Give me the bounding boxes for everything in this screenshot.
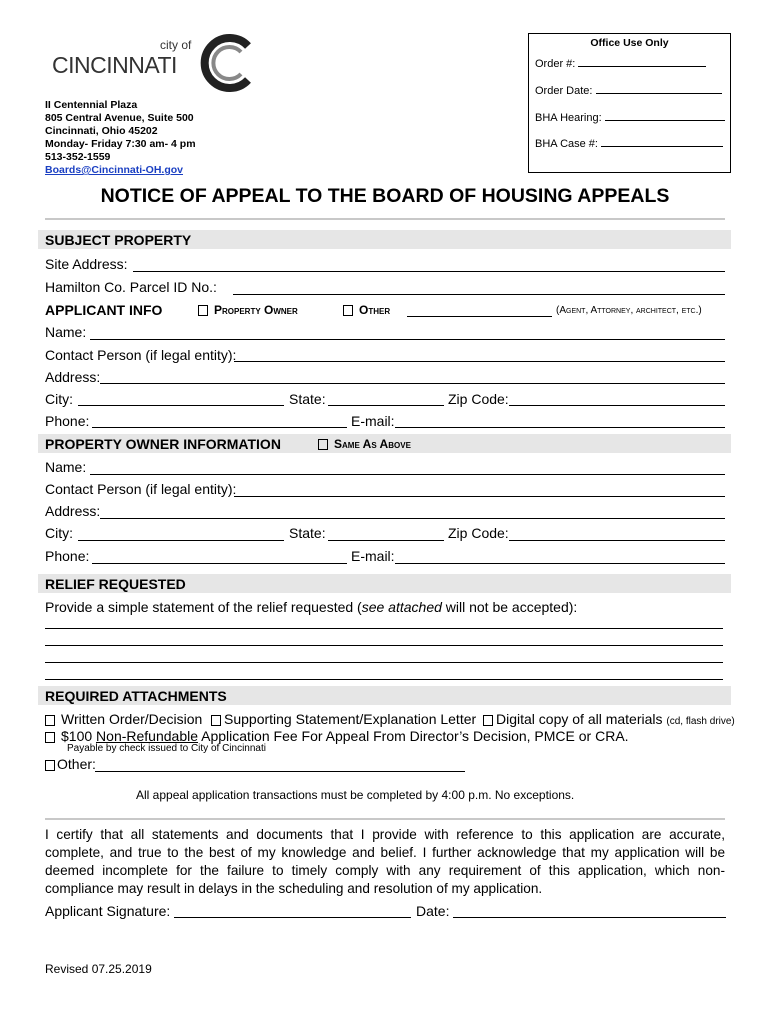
certification-text: I certify that all statements and documents that I provide with reference to this application are accurate, complete, and true to the best of my knowledge and belief. I further acknowledge that my application will be deemed incomplete for the failure to timely comply with any requirement of this application, which non-compliance may result in delays in the scheduling and resolution of my application. xyxy=(45,827,725,896)
bha-case-label: BHA Case #: xyxy=(535,138,598,150)
signature-field[interactable] xyxy=(174,917,411,918)
page-title: NOTICE OF APPEAL TO THE BOARD OF HOUSING APPEALS xyxy=(100,185,670,207)
city-logo xyxy=(50,34,260,94)
other-attachment-item xyxy=(45,756,96,772)
bha-hearing-label: BHA Hearing: xyxy=(535,112,602,124)
order-date-label: Order Date: xyxy=(535,85,593,97)
date-field[interactable] xyxy=(453,917,726,918)
bha-case-field[interactable] xyxy=(601,146,723,147)
other-attachment-label: Other: xyxy=(57,756,96,772)
order-number-label: Order #: xyxy=(535,58,576,70)
relief-requested-header xyxy=(38,574,731,593)
address-line-1: II Centennial Plaza xyxy=(45,99,138,111)
applicant-address-field[interactable] xyxy=(100,383,725,384)
owner-email-label: E-mail: xyxy=(351,548,395,564)
same-as-above-checkbox[interactable] xyxy=(318,439,328,450)
written-order-checkbox[interactable] xyxy=(45,715,55,726)
relief-prompt-text: Provide a simple statement of the relief requested ( xyxy=(45,599,362,615)
required-attachments-heading: REQUIRED ATTACHMENTS xyxy=(45,688,227,704)
written-order-label: Written Order/Decision xyxy=(61,711,203,727)
owner-contact-field[interactable] xyxy=(234,496,725,497)
site-address-label: Site Address: xyxy=(45,256,128,272)
date-label: Date: xyxy=(416,903,450,919)
owner-phone-label: Phone: xyxy=(45,548,90,564)
owner-info-heading: PROPERTY OWNER INFORMATION xyxy=(45,436,281,452)
site-address-field[interactable] xyxy=(133,271,725,272)
required-attachments-header xyxy=(38,686,731,705)
relief-prompt xyxy=(45,599,577,615)
owner-address-label: Address: xyxy=(45,503,101,519)
relief-line-4[interactable] xyxy=(45,679,723,680)
applicant-zip-field[interactable] xyxy=(509,405,725,406)
property-owner-checkbox[interactable] xyxy=(198,305,208,316)
logo-small-text: city of xyxy=(160,38,192,52)
applicant-name-label: Name: xyxy=(45,324,87,340)
address-line-2: 805 Central Avenue, Suite 500 xyxy=(45,112,194,124)
relief-line-1[interactable] xyxy=(45,628,723,629)
applicant-city-label: City: xyxy=(45,391,73,407)
owner-state-label: State: xyxy=(289,525,326,541)
other-checkbox[interactable] xyxy=(343,305,353,316)
fee-amount: $100 xyxy=(61,728,97,744)
office-email-link[interactable]: Boards@Cincinnati-OH.gov xyxy=(45,164,183,176)
fee-checkbox[interactable] xyxy=(45,732,55,743)
relief-requested-heading: RELIEF REQUESTED xyxy=(45,576,186,592)
written-order-item xyxy=(45,711,202,727)
subject-property-heading: SUBJECT PROPERTY xyxy=(45,232,192,248)
parcel-id-field[interactable] xyxy=(233,294,725,295)
applicant-name-field[interactable] xyxy=(90,339,725,340)
order-date-field[interactable] xyxy=(596,93,722,94)
applicant-email-field[interactable] xyxy=(395,427,725,428)
relief-line-2[interactable] xyxy=(45,645,723,646)
owner-zip-label: Zip Code: xyxy=(448,525,509,541)
supporting-statement-item xyxy=(211,711,476,727)
applicant-address-label: Address: xyxy=(45,369,101,385)
certify-divider xyxy=(45,818,725,820)
other-option: Other xyxy=(359,303,391,317)
revision-date: Revised 07.25.2019 xyxy=(45,962,152,976)
title-divider xyxy=(45,218,725,220)
address-line-3: Cincinnati, Ohio 45202 xyxy=(45,125,158,137)
relief-line-3[interactable] xyxy=(45,662,723,663)
applicant-city-field[interactable] xyxy=(78,405,284,406)
supporting-statement-checkbox[interactable] xyxy=(211,715,221,726)
office-address xyxy=(45,99,196,177)
fee-description: Application Fee For Appeal From Director’s Decision, PMCE or CRA. xyxy=(198,728,629,744)
deadline-notice: All appeal application transactions must be completed by 4:00 p.m. No exceptions. xyxy=(136,788,575,802)
office-hours: Monday- Friday 7:30 am- 4 pm xyxy=(45,138,196,150)
relief-prompt-text-end: will not be accepted): xyxy=(441,599,578,615)
applicant-state-field[interactable] xyxy=(328,405,444,406)
subject-property-header xyxy=(38,230,731,249)
parcel-id-label: Hamilton Co. Parcel ID No.: xyxy=(45,279,217,295)
owner-name-label: Name: xyxy=(45,459,87,475)
other-attachment-field[interactable] xyxy=(95,771,465,772)
owner-state-field[interactable] xyxy=(328,540,444,541)
signature-label: Applicant Signature: xyxy=(45,903,171,919)
supporting-statement-label: Supporting Statement/Explanation Letter xyxy=(224,711,477,727)
digital-copy-item xyxy=(483,711,735,727)
owner-city-field[interactable] xyxy=(78,540,284,541)
digital-copy-checkbox[interactable] xyxy=(483,715,493,726)
fee-non-refundable: Non-Refundable xyxy=(96,728,199,744)
owner-contact-label: Contact Person (if legal entity): xyxy=(45,481,237,497)
bha-hearing-field[interactable] xyxy=(605,120,725,121)
other-hint: (Agent, Attorney, architect, etc.) xyxy=(556,305,702,316)
office-use-box xyxy=(528,33,731,173)
owner-zip-field[interactable] xyxy=(509,540,725,541)
office-phone: 513-352-1559 xyxy=(45,151,111,163)
applicant-phone-label: Phone: xyxy=(45,413,90,429)
relief-prompt-emphasis: see attached xyxy=(361,599,442,615)
logo-c-mark-icon xyxy=(196,34,256,92)
applicant-email-label: E-mail: xyxy=(351,413,395,429)
owner-address-field[interactable] xyxy=(100,518,725,519)
applicant-state-label: State: xyxy=(289,391,326,407)
other-attachment-checkbox[interactable] xyxy=(45,760,55,771)
fee-item xyxy=(45,728,629,744)
owner-city-label: City: xyxy=(45,525,73,541)
office-use-title: Office Use Only xyxy=(590,37,669,49)
owner-name-field[interactable] xyxy=(90,474,725,475)
applicant-phone-field[interactable] xyxy=(92,427,347,428)
logo-city-name: CINCINNATI xyxy=(52,52,177,78)
property-owner-option: Property Owner xyxy=(214,303,298,317)
owner-phone-field[interactable] xyxy=(92,563,347,564)
applicant-info-heading: APPLICANT INFO xyxy=(45,302,163,318)
applicant-contact-label: Contact Person (if legal entity): xyxy=(45,347,237,363)
order-number-field[interactable] xyxy=(578,66,706,67)
owner-email-field[interactable] xyxy=(395,563,725,564)
digital-copy-label: Digital copy of all materials xyxy=(496,711,663,727)
applicant-zip-label: Zip Code: xyxy=(448,391,509,407)
digital-copy-note: (cd, flash drive) xyxy=(666,716,735,727)
same-as-above-option: Same As Above xyxy=(334,437,411,451)
applicant-contact-field[interactable] xyxy=(234,361,725,362)
other-specify-field[interactable] xyxy=(407,316,552,317)
fee-payment-note: Payable by check issued to City of Cincinnati xyxy=(67,743,266,754)
